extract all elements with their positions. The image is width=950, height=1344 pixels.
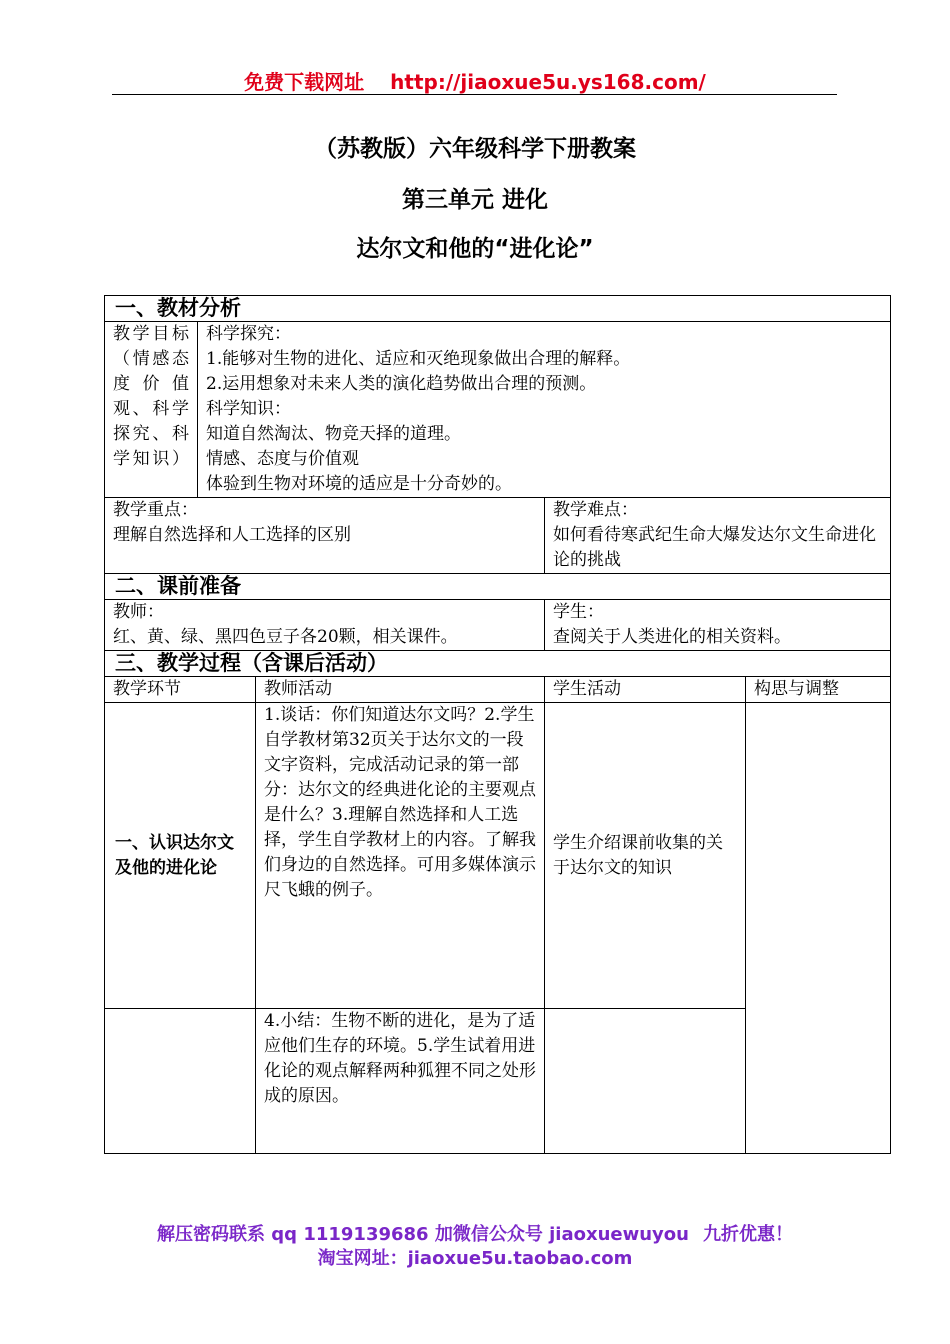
- objectives-label: 教学目标 （情感态 度 价 值 观、科学 探究、科 学知识）: [105, 322, 198, 498]
- col-header-teacher: 教师活动: [256, 677, 545, 703]
- footer-contact: [0, 1220, 950, 1246]
- difficulty-text: 如何看待寒武纪生命大爆发达尔文生命进化论的挑战: [553, 525, 876, 570]
- header-rule: [112, 94, 837, 95]
- footer-taobao-link[interactable]: 淘宝网址：jiaoxue5u.taobao.com: [317, 1248, 633, 1269]
- footer-discount: 九折优惠！: [702, 1224, 793, 1245]
- col-header-student: 学生活动: [545, 677, 746, 703]
- stage1-name: 一、认识达尔文及他的进化论: [105, 703, 256, 1009]
- download-url-link[interactable]: http://jiaoxue5u.ys168.com/: [390, 70, 706, 94]
- lesson-title: 达尔文和他的“进化论”: [356, 236, 594, 262]
- section1-heading: 一、教材分析: [105, 296, 891, 322]
- student-prep-cell: [545, 600, 891, 651]
- student-prep-text: 查阅关于人类进化的相关资料。: [553, 627, 791, 647]
- student-prep-label: 学生：: [553, 602, 604, 622]
- stage1-student-activity: 学生介绍课前收集的关于达尔文的知识: [545, 703, 746, 1009]
- objectives-content: 科学探究： 1.能够对生物的进化、适应和灭绝现象做出合理的解释。 2.运用想象对未来人类的演化趋势做出合理的预测。 科学知识： 知道自然淘汰、物竞天择的道理。 情感、态度与价值观 体验到生物对环境的适应是十分奇妙的。: [198, 322, 891, 498]
- col-header-reflection: 构思与调整: [746, 677, 891, 703]
- teacher-prep-text: 红、黄、绿、黑四色豆子各20颗，相关课件。: [113, 627, 458, 647]
- stage2-name: [105, 1009, 256, 1154]
- key-point-text: 理解自然选择和人工选择的区别: [113, 525, 351, 545]
- key-point-label: 教学重点：: [113, 500, 198, 520]
- key-point-cell: [105, 498, 545, 574]
- stage2-student-activity: [545, 1009, 746, 1154]
- footer-contact-text: 解压密码联系 qq 1119139686 加微信公众号 jiaoxuewuyou: [157, 1224, 689, 1245]
- difficulty-cell: [545, 498, 891, 574]
- section3-heading: 三、教学过程（含课后活动）: [105, 651, 891, 677]
- teacher-prep-label: 教师：: [113, 602, 164, 622]
- download-header: [0, 66, 950, 95]
- teacher-prep-cell: [105, 600, 545, 651]
- difficulty-label: 教学难点：: [553, 500, 638, 520]
- section2-heading: 二、课前准备: [105, 574, 891, 600]
- stage2-teacher-activity: 4.小结：生物不断的进化，是为了适应他们生存的环境。5.学生试着用进化论的观点解释两种狐狸不同之处形成的原因。: [256, 1009, 545, 1154]
- download-label: 免费下载网址: [244, 70, 365, 94]
- lesson-plan-table: [104, 295, 891, 1154]
- doc-title: （苏教版）六年级科学下册教案: [314, 136, 636, 162]
- stage1-teacher-activity: 1.谈话：你们知道达尔文吗？2.学生自学教材第32页关于达尔文的一段文字资料，完成活动记录的第一部分：达尔文的经典进化论的主要观点是什么？3.理解自然选择和人工选择，学生自学教材上的内容。了解我们身边的自然选择。可用多媒体演示尺飞蛾的例子。: [256, 703, 545, 1009]
- unit-title: 第三单元 进化: [401, 187, 548, 213]
- col-header-stage: 教学环节: [105, 677, 256, 703]
- reflection-cell: [746, 703, 891, 1154]
